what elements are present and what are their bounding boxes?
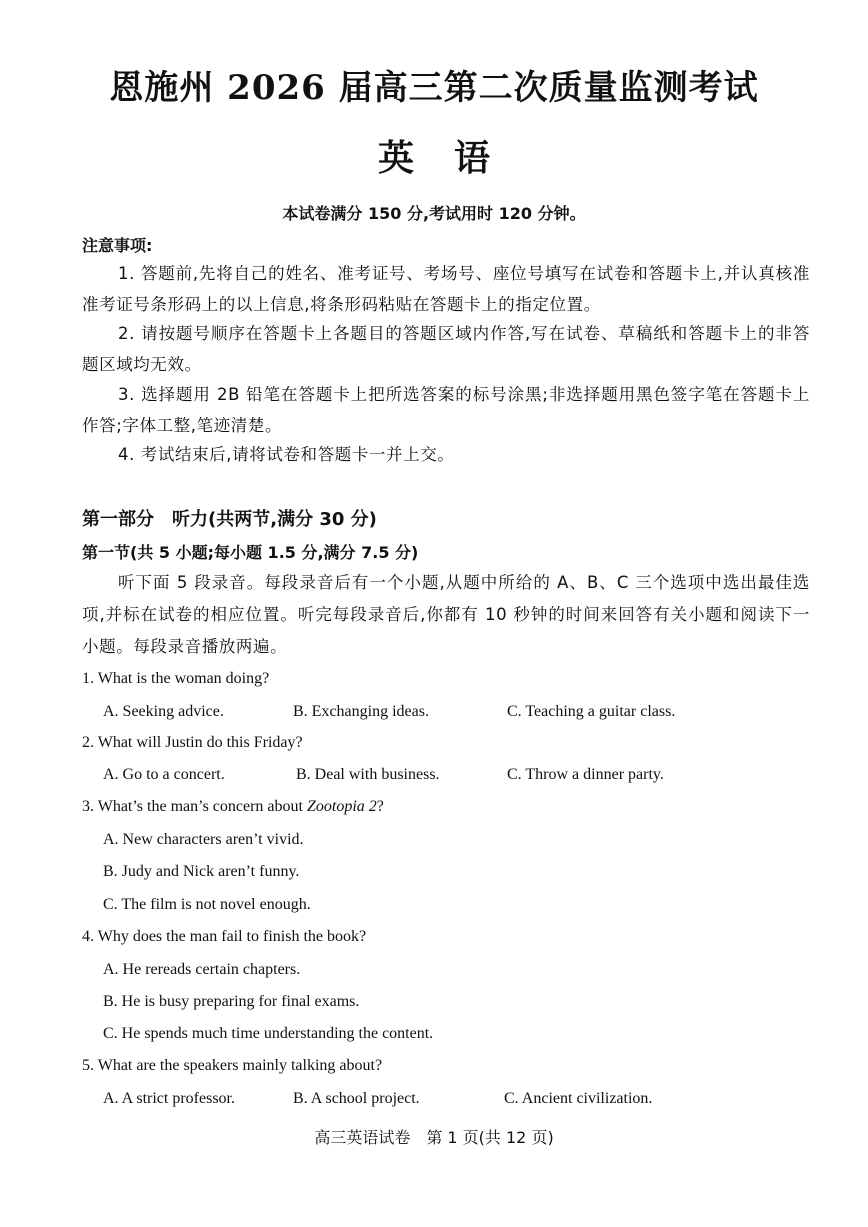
question-5-option-c: C. Ancient civilization. bbox=[504, 1090, 653, 1107]
notice-item-4: 4. 考试结束后,请将试卷和答题卡一并上交。 bbox=[118, 445, 455, 464]
section-one-title: 第一节(共 5 小题;每小题 1.5 分,满分 7.5 分) bbox=[82, 543, 419, 562]
question-2-option-b: B. Deal with business. bbox=[296, 766, 440, 783]
question-1-option-a: A. Seeking advice. bbox=[103, 703, 224, 720]
question-3-stem bbox=[82, 798, 384, 816]
question-4-option-c: C. He spends much time understanding the content. bbox=[103, 1025, 434, 1042]
question-5-option-a: A. A strict professor. bbox=[103, 1090, 235, 1107]
question-3-option-b: B. Judy and Nick aren’t funny. bbox=[103, 863, 300, 880]
question-4-option-b: B. He is busy preparing for final exams. bbox=[103, 993, 360, 1010]
question-1-option-b: B. Exchanging ideas. bbox=[293, 703, 429, 720]
part-one-title: 第一部分 听力(共两节,满分 30 分) bbox=[82, 509, 377, 530]
question-4-stem: 4. Why does the man fail to finish the book? bbox=[82, 928, 367, 945]
question-2-stem: 2. What will Justin do this Friday? bbox=[82, 734, 303, 751]
score-line: 本试卷满分 150 分,考试用时 120 分钟。 bbox=[282, 204, 586, 223]
question-1-option-c: C. Teaching a guitar class. bbox=[507, 703, 676, 720]
question-1-stem: 1. What is the woman doing? bbox=[82, 670, 270, 687]
notice-item-3: 3. 选择题用 2B 铅笔在答题卡上把所选答案的标号涂黑;非选择题用黑色签字笔在答题卡上作答;字体工整,笔迹清楚。 bbox=[82, 385, 810, 435]
question-3-stem-suffix: ? bbox=[376, 798, 384, 815]
question-3-film-title: Zootopia 2 bbox=[306, 798, 377, 815]
question-4-option-a: A. He rereads certain chapters. bbox=[103, 961, 301, 978]
question-2-option-c: C. Throw a dinner party. bbox=[507, 766, 664, 783]
question-5-option-b: B. A school project. bbox=[293, 1090, 420, 1107]
page-footer: 高三英语试卷 第 1 页(共 12 页) bbox=[314, 1128, 554, 1147]
notice-item-2: 2. 请按题号顺序在答题卡上各题目的答题区域内作答,写在试卷、草稿纸和答题卡上的非答题区域均无效。 bbox=[82, 324, 810, 374]
question-3-option-c: C. The film is not novel enough. bbox=[103, 896, 311, 913]
question-3-option-a: A. New characters aren’t vivid. bbox=[103, 831, 304, 848]
notice-heading: 注意事项: bbox=[82, 236, 153, 255]
question-5-stem: 5. What are the speakers mainly talking about? bbox=[82, 1057, 383, 1074]
section-instructions: 听下面 5 段录音。每段录音后有一个小题,从题中所给的 A、B、C 三个选项中选出最佳选项,并标在试卷的相应位置。听完每段录音后,你都有 10 秒钟的时间来回答有关小题和阅读下一小题。每段录音播放两遍。 bbox=[82, 573, 810, 656]
notice-item-1: 1. 答题前,先将自己的姓名、准考证号、考场号、座位号填写在试卷和答题卡上,并认真核准准考证号条形码上的以上信息,将条形码粘贴在答题卡上的指定位置。 bbox=[82, 264, 810, 314]
question-2-option-a: A. Go to a concert. bbox=[103, 766, 225, 783]
exam-title: 恩施州 2026 届高三第二次质量监测考试 bbox=[109, 68, 759, 108]
question-3-stem-prefix: 3. What’s the man’s concern about bbox=[82, 798, 307, 815]
subject-title: 英语 bbox=[377, 137, 530, 179]
